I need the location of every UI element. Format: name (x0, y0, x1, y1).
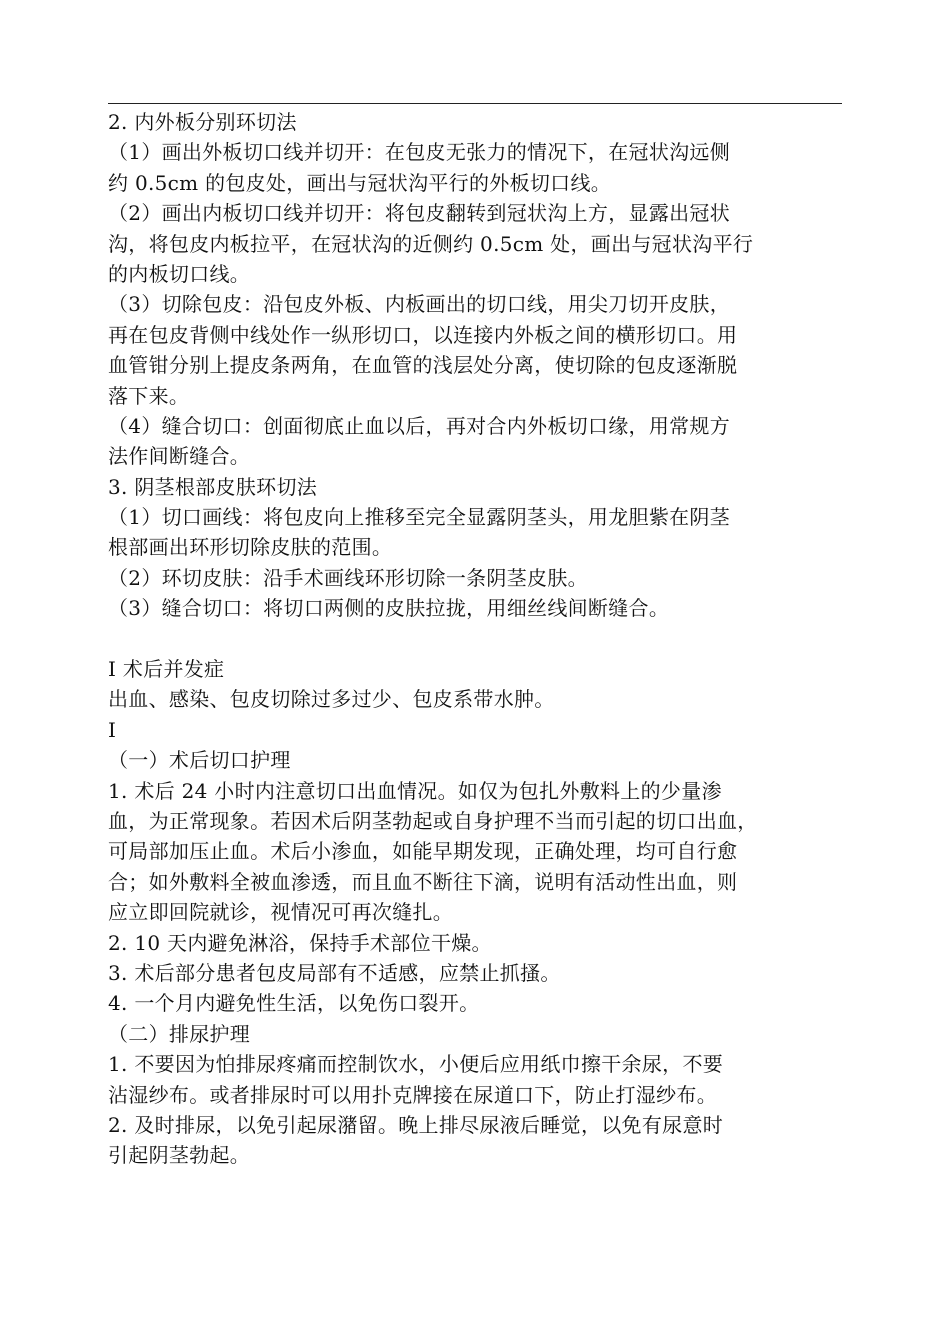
subsection-heading: （二）排尿护理 (108, 1021, 251, 1046)
paragraph-line: 沾湿纱布。或者排尿时可以用扑克牌接在尿道口下，防止打湿纱布。 (108, 1082, 717, 1107)
paragraph-line: 血，为正常现象。若因术后阴茎勃起或自身护理不当而引起的切口出血， (108, 808, 758, 833)
paragraph-line: 4. 一个月内避免性生活，以免伤口裂开。 (108, 991, 480, 1016)
paragraph-line: （2）画出内板切口线并切开：将包皮翻转到冠状沟上方，显露出冠状 (108, 201, 731, 226)
paragraph-line: 应立即回院就诊，视情况可再次缝扎。 (108, 900, 454, 925)
header-rule (108, 103, 842, 104)
blank-line (108, 624, 848, 654)
paragraph-line: 约 0.5cm 的包皮处，画出与冠状沟平行的外板切口线。 (108, 170, 612, 195)
paragraph-line: 2. 10 天内避免淋浴，保持手术部位干燥。 (108, 930, 492, 955)
section-heading: I 术后并发症 (108, 657, 225, 682)
paragraph-line: 血管钳分别上提皮条两角，在血管的浅层处分离，使切除的包皮逐渐脱 (108, 353, 738, 378)
paragraph-line: 1. 术后 24 小时内注意切口出血情况。如仅为包扎外敷料上的少量渗 (108, 778, 722, 803)
paragraph-line: 法作间断缝合。 (108, 444, 251, 469)
paragraph-line: 落下来。 (108, 383, 190, 408)
paragraph-line: 根部画出环形切除皮肤的范围。 (108, 535, 393, 560)
paragraph-line: 1. 不要因为怕排尿疼痛而控制饮水，小便后应用纸巾擦干余尿，不要 (108, 1052, 724, 1077)
paragraph-line: 出血、感染、包皮切除过多过少、包皮系带水肿。 (108, 687, 555, 712)
paragraph-line: （4）缝合切口：创面彻底止血以后，再对合内外板切口缘，用常规方 (108, 413, 731, 438)
subsection-heading: （一）术后切口护理 (108, 748, 291, 773)
paragraph-line: 的内板切口线。 (108, 261, 251, 286)
section-heading: 3. 阴茎根部皮肤环切法 (108, 474, 318, 499)
document-body (108, 107, 848, 1171)
paragraph-line: 沟，将包皮内板拉平，在冠状沟的近侧约 0.5cm 处，画出与冠状沟平行 (108, 231, 754, 256)
paragraph-line: （1）画出外板切口线并切开：在包皮无张力的情况下，在冠状沟远侧 (108, 140, 731, 165)
paragraph-line: 3. 术后部分患者包皮局部有不适感，应禁止抓搔。 (108, 960, 561, 985)
paragraph-line: （1）切口画线：将包皮向上推移至完全显露阴茎头，用龙胆紫在阴茎 (108, 505, 731, 530)
paragraph-line: 合；如外敷料全被血渗透，而且血不断往下滴，说明有活动性出血，则 (108, 869, 738, 894)
paragraph-line: 2. 及时排尿，以免引起尿潴留。晚上排尽尿液后睡觉，以免有尿意时 (108, 1112, 724, 1137)
paragraph-line: （2）环切皮肤：沿手术画线环形切除一条阴茎皮肤。 (108, 565, 588, 590)
section-heading: 2. 内外板分别环切法 (108, 110, 297, 134)
paragraph-line: 再在包皮背侧中线处作一纵形切口，以连接内外板之间的横形切口。用 (108, 322, 738, 347)
paragraph-line: 引起阴茎勃起。 (108, 1143, 251, 1168)
paragraph-line: （3）切除包皮：沿包皮外板、内板画出的切口线，用尖刀切开皮肤， (108, 292, 731, 317)
paragraph-line: 可局部加压止血。术后小渗血，如能早期发现，正确处理，均可自行愈 (108, 839, 738, 864)
paragraph-line: （3）缝合切口：将切口两侧的皮肤拉拢，用细丝线间断缝合。 (108, 596, 670, 621)
section-marker: I (108, 717, 117, 742)
